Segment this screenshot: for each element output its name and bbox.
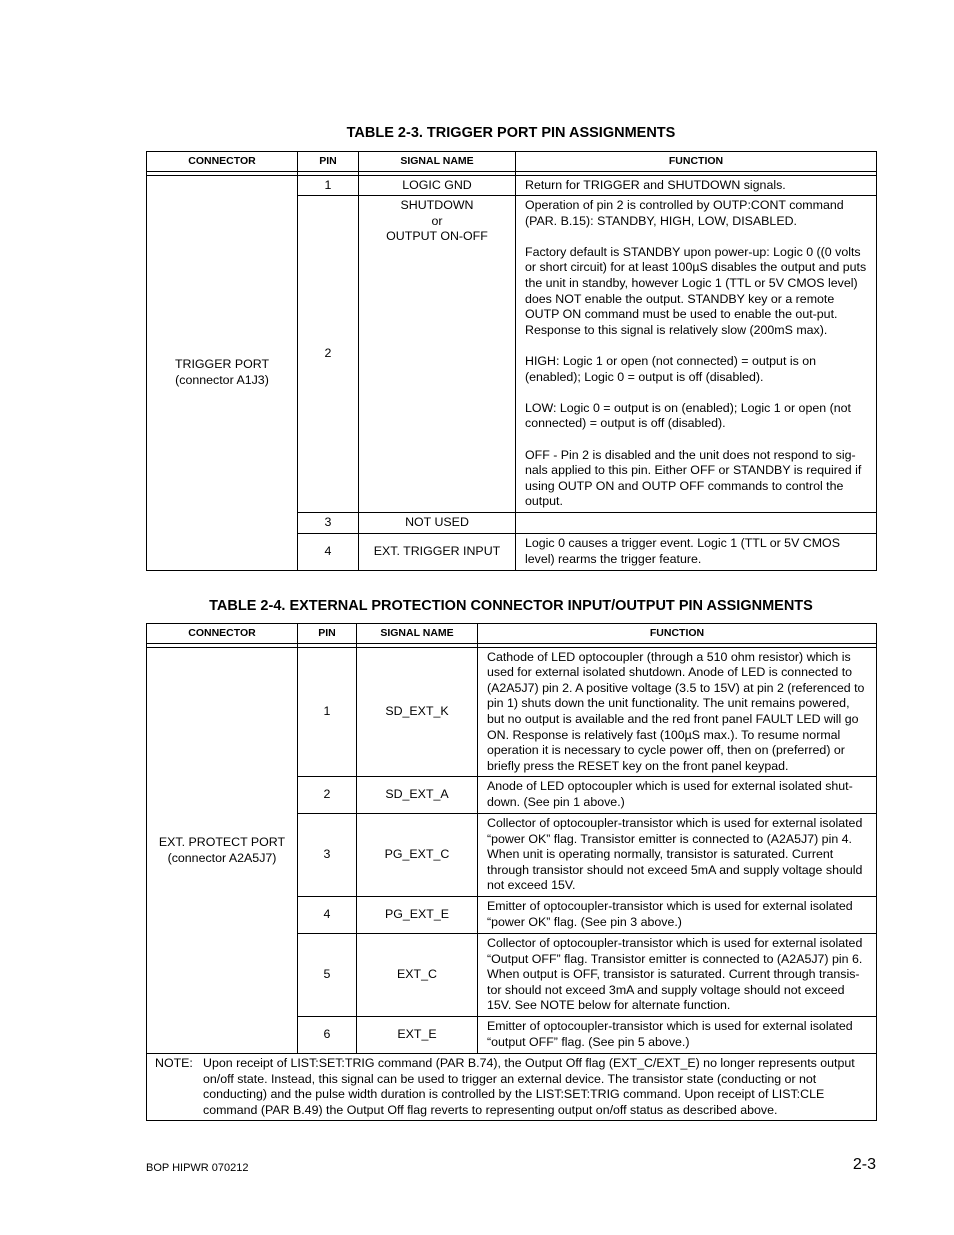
signal-cell: LOGIC GND <box>359 176 516 196</box>
connector-cell <box>147 176 298 571</box>
header-function: FUNCTION <box>516 152 877 172</box>
function-paragraph: OFF - Pin 2 is disabled and the unit does not respond to sig-nals applied to this pin. Either OFF or STANDBY is required if using OUTP ON and OUTP OFF commands to control the output. <box>525 447 862 509</box>
function-paragraph: LOW: Logic 0 = output is on (enabled); Logic 1 or open (not connected) = output is off (disabled). <box>525 400 851 431</box>
signal-cell: EXT. TRIGGER INPUT <box>359 534 516 571</box>
footer-doc-id: BOP HIPWR 070212 <box>146 1162 249 1174</box>
signal-cell: PG_EXT_C <box>357 814 478 897</box>
signal-cell: SD_EXT_A <box>357 777 478 814</box>
function-cell: Collector of optocoupler-transistor which is used for external isolated “power OK” flag. Transistor emitter is connected to (A2A5J7) pin 4. When unit is operating normally, transistor is saturated. Current through transistor should not exceed 5mA and supply voltage should not exceed 15V. <box>478 814 877 897</box>
header-pin: PIN <box>298 624 357 644</box>
note-cell <box>147 1054 877 1121</box>
connector-ref: (connector A2A5J7) <box>167 850 277 865</box>
function-cell: Logic 0 causes a trigger event. Logic 1 (TTL or 5V CMOS level) rearms the trigger feature. <box>516 534 877 571</box>
header-connector: CONNECTOR <box>147 152 298 172</box>
pin-cell: 2 <box>298 777 357 814</box>
function-cell: Emitter of optocoupler-transistor which is used for external isolated “output OFF” flag. (See pin 5 above.) <box>478 1017 877 1054</box>
signal-cell <box>359 196 516 513</box>
function-cell <box>516 196 877 513</box>
connector-name: EXT. PROTECT PORT <box>158 834 286 849</box>
signal-cell: SD_EXT_K <box>357 648 478 777</box>
trigger-port-table <box>146 151 877 571</box>
pin-cell: 3 <box>298 814 357 897</box>
table-2-4-title: TABLE 2-4. EXTERNAL PROTECTION CONNECTOR INPUT/OUTPUT PIN ASSIGNMENTS <box>209 598 813 614</box>
pin-cell: 6 <box>298 1017 357 1054</box>
note-label: NOTE: <box>155 1056 193 1070</box>
function-cell: Cathode of LED optocoupler (through a 510 ohm resistor) which is used for external isolated shutdown. Anode of LED is connected to (A2A5J7) pin 2. A positive voltage (3.5 to 15V) at pin 2 (referenced to pin 1) shuts down the unit functionality. The unit remains powered, but no output is available and the red front panel FAULT LED will go ON. Response is relatively fast (100µS max.). To resume normal operation it is necessary to cycle power off, then on (preferred) or briefly press the RESET key on the front panel keypad. <box>478 648 877 777</box>
pin-cell: 1 <box>298 648 357 777</box>
header-function: FUNCTION <box>478 624 877 644</box>
function-paragraph: Operation of pin 2 is controlled by OUTP:CONT command (PAR. B.15): STANDBY, HIGH, LOW, DISABLED. <box>525 198 844 228</box>
table-2-3-title: TABLE 2-3. TRIGGER PORT PIN ASSIGNMENTS <box>346 125 676 141</box>
signal-line: SHUTDOWN <box>400 198 474 212</box>
signal-cell: PG_EXT_E <box>357 897 478 934</box>
signal-line: or <box>431 213 443 228</box>
signal-line: OUTPUT ON-OFF <box>386 229 488 244</box>
pin-cell: 3 <box>298 513 359 534</box>
signal-cell: EXT_E <box>357 1017 478 1054</box>
pin-cell: 1 <box>298 176 359 196</box>
function-cell <box>516 513 877 534</box>
note-text: Upon receipt of LIST:SET:TRIG command (PAR B.74), the Output Off flag (EXT_C/EXT_E) no longer represents output on/off state. Instead, this signal can be used to trigger an external device. The transistor state (conducting or not conducting) and the pulse width duration is controlled by the LIST:SET:TRIG command. Upon receipt of LIST:CLE command (PAR B.49) the Output Off flag reverts to representing output on/off status as described above. <box>203 1056 855 1117</box>
function-cell: Return for TRIGGER and SHUTDOWN signals. <box>516 176 877 196</box>
function-cell: Emitter of optocoupler-transistor which is used for external isolated “power OK” flag. (See pin 3 above.) <box>478 897 877 934</box>
connector-cell <box>147 648 298 1054</box>
header-signal-name: SIGNAL NAME <box>359 152 516 172</box>
pin-cell: 5 <box>298 934 357 1017</box>
function-paragraph: HIGH: Logic 1 or open (not connected) = output is on (enabled); Logic 0 = output is off (disabled). <box>525 353 817 384</box>
header-pin: PIN <box>298 152 359 172</box>
pin-cell: 4 <box>298 534 359 571</box>
pin-cell: 2 <box>298 196 359 513</box>
footer-page-number: 2-3 <box>852 1156 876 1173</box>
header-connector: CONNECTOR <box>147 624 298 644</box>
connector-ref: (connector A1J3) <box>175 373 269 387</box>
signal-cell: EXT_C <box>357 934 478 1017</box>
function-cell: Anode of LED optocoupler which is used for external isolated shut-down. (See pin 1 above.) <box>478 777 877 814</box>
pin-cell: 4 <box>298 897 357 934</box>
header-signal-name: SIGNAL NAME <box>357 624 478 644</box>
connector-name: TRIGGER PORT <box>174 357 270 372</box>
ext-protect-table <box>146 623 877 1121</box>
function-paragraph: Factory default is STANDBY upon power-up: Logic 0 ((0 volts or short circuit) for at least 100µS disables the output and puts the unit in standby, however Logic 1 (TTL or 5V CMOS level) does NOT enable the output. STANDBY key or a remote OUTP ON command must be used to enable the out-put. Response to this signal is relatively slow (200mS max). <box>525 244 867 337</box>
function-cell: Collector of optocoupler-transistor which is used for external isolated “Output OFF” flag. Transistor emitter is connected to (A2A5J7) pin 6. When output is OFF, transistor is saturated. Current through transis-tor should not exceed 3mA and supply voltage should not exceed 15V. See NOTE below for alternate function. <box>478 934 877 1017</box>
signal-cell: NOT USED <box>359 513 516 534</box>
